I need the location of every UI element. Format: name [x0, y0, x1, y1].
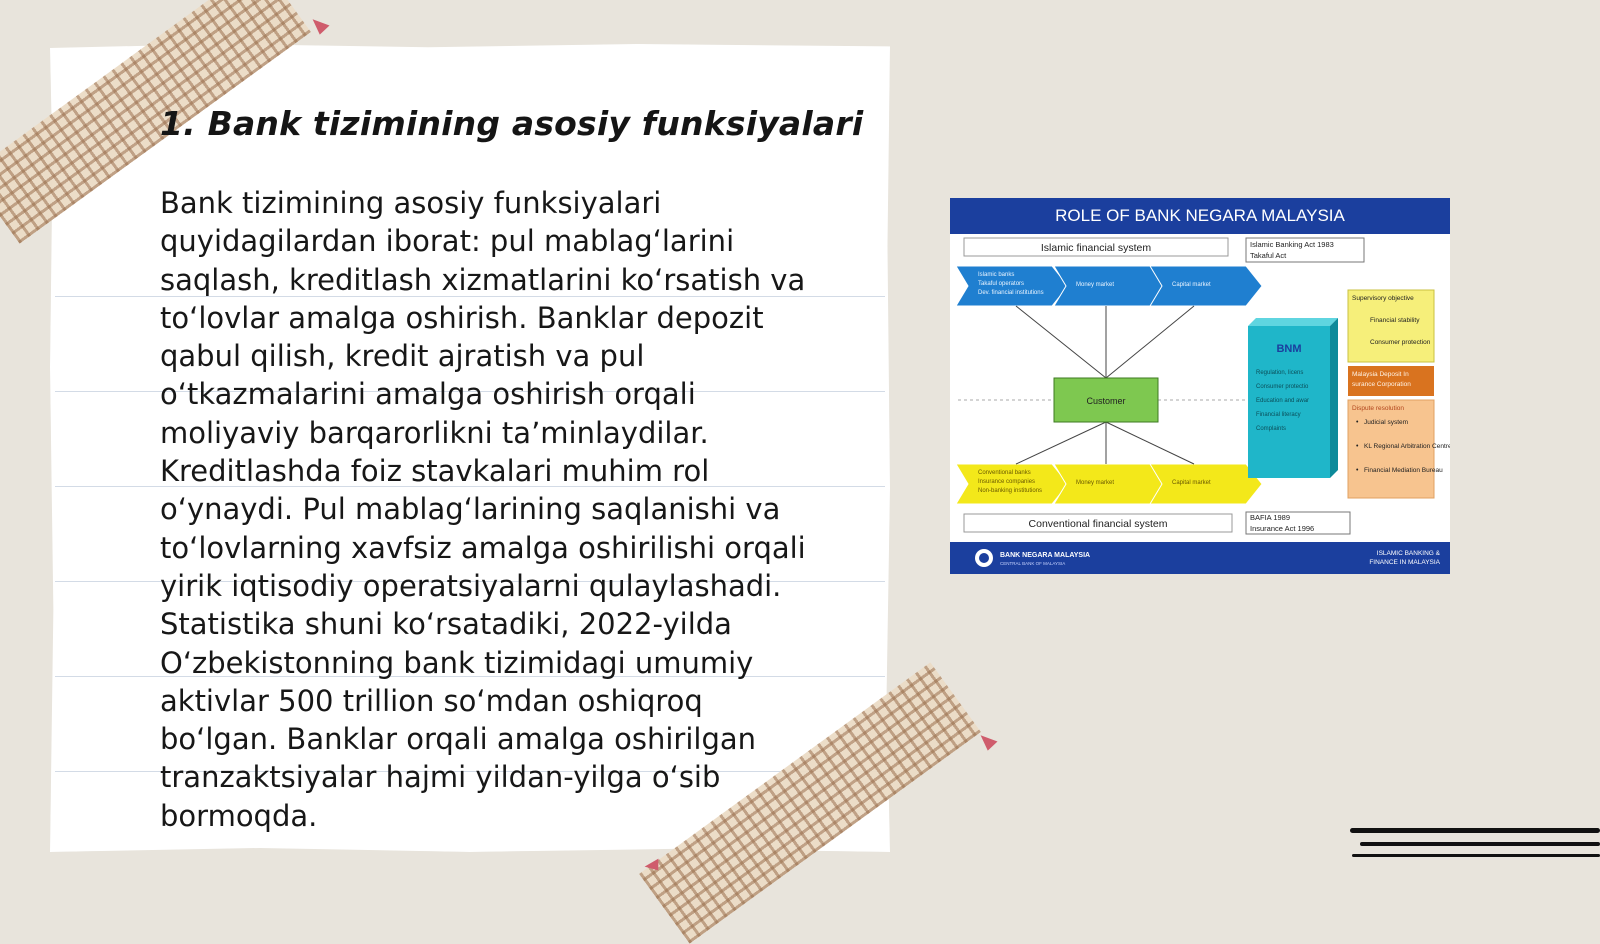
body-line: O‘zbekistonning bank tizimidagi umumiy — [160, 645, 754, 680]
dispute-title: Dispute resolution — [1352, 405, 1405, 412]
footer-right: ISLAMIC BANKING & — [1376, 550, 1440, 557]
islamic-act-1: Islamic Banking Act 1983 — [1250, 240, 1334, 249]
body-line: to‘lovlarning xavfsiz amalga oshirilishi orqali — [160, 530, 806, 565]
body-line: saqlash, kreditlash xizmatlarini ko‘rsatish va — [160, 262, 806, 297]
tape-corner-accent — [976, 735, 997, 752]
body-line: bormoqda. — [160, 798, 318, 833]
bnm-note: Regulation, licens — [1256, 370, 1304, 376]
bnm-box-top — [1248, 318, 1338, 326]
customer-label: Customer — [1086, 396, 1126, 406]
slide-body-text — [160, 184, 830, 835]
islamic-arrow-label: Capital market — [1172, 282, 1211, 288]
body-line: o‘ynaydi. Pul mablag‘larining saqlanishi va — [160, 492, 781, 527]
bnm-box-side — [1330, 318, 1338, 478]
dispute-bullet: • — [1356, 419, 1359, 426]
body-line: Kreditlashda foiz stavkalari muhim rol — [160, 454, 710, 489]
connector-line — [1016, 306, 1106, 378]
body-line: aktivlar 500 trillion so‘mdan oshiqroq — [160, 683, 703, 718]
pidm-label: surance Corporation — [1352, 381, 1411, 388]
tape-corner-accent — [308, 19, 329, 36]
islamic-label: Islamic financial system — [1040, 242, 1152, 254]
conventional-act-2: Insurance Act 1996 — [1250, 524, 1315, 533]
bnm-role-diagram — [950, 198, 1450, 574]
body-line: moliyaviy barqarorlikni ta’minlaydilar. — [160, 415, 709, 450]
islamic-act-2: Takaful Act — [1250, 251, 1287, 260]
islamic-arrow-label: Islamic banks — [978, 272, 1015, 278]
bnm-note: Complaints — [1256, 426, 1287, 432]
body-line: qabul qilish, kredit ajratish va pul — [160, 339, 645, 374]
footer-right: FINANCE IN MALAYSIA — [1369, 559, 1440, 566]
body-line: Bank tizimining asosiy funksiyalari — [160, 186, 662, 220]
conventional-label: Conventional financial system — [1028, 518, 1168, 530]
connector-line — [1106, 306, 1194, 378]
body-line: o‘tkazmalarini amalga oshirish orqali — [160, 377, 696, 412]
dispute-bullet: • — [1356, 443, 1359, 450]
conventional-arrow-label: Money market — [1076, 480, 1115, 486]
islamic-arrow-label: Dev. financial institutions — [978, 290, 1044, 296]
connector-line — [1016, 422, 1106, 464]
dispute-bullet: • — [1356, 467, 1359, 474]
bnm-note: Consumer protectio — [1256, 384, 1309, 390]
footer-left: BANK NEGARA MALAYSIA — [1000, 552, 1091, 559]
diagram-canvas — [950, 198, 1450, 574]
body-line: yirik iqtisodiy operatsiyalarni qulaylashadi. — [160, 568, 782, 603]
decorative-strokes — [1350, 828, 1600, 878]
body-line: to‘lovlar amalga oshirish. Banklar depozit — [160, 300, 764, 335]
body-line: quyidagilardan iborat: pul mablag‘larini — [160, 224, 735, 259]
conventional-arrow-label: Conventional banks — [978, 470, 1031, 476]
conventional-arrow-label: Insurance companies — [978, 479, 1036, 485]
supervisory-title: Supervisory objective — [1352, 295, 1414, 302]
bnm-note: Education and awar — [1256, 398, 1310, 404]
diagram-title: ROLE OF BANK NEGARA MALAYSIA — [1055, 206, 1345, 225]
islamic-arrow-label: Takaful operators — [978, 281, 1025, 287]
bnm-note: Financial literacy — [1256, 412, 1301, 418]
connector-line — [1106, 422, 1194, 464]
bnm-label: BNM — [1276, 343, 1302, 355]
footer-left-sub: CENTRAL BANK OF MALAYSIA — [1000, 561, 1066, 566]
conventional-arrow-label: Capital market — [1172, 480, 1211, 486]
conventional-arrow-label: Non-banking institutions — [978, 488, 1043, 494]
dispute-item: Financial Mediation Bureau — [1364, 467, 1443, 474]
body-line: Statistika shuni ko‘rsatadiki, 2022-yilda — [160, 607, 732, 642]
supervisory-item: Consumer protection — [1370, 339, 1431, 346]
bnm-logo-icon-inner — [979, 553, 989, 563]
supervisory-item: Financial stability — [1370, 317, 1420, 324]
body-line: bo‘lgan. Banklar orqali amalga oshirilgan — [160, 722, 757, 757]
dispute-item: Judicial system — [1364, 419, 1409, 426]
body-line: tranzaktsiyalar hajmi yildan-yilga o‘sib — [160, 760, 721, 795]
dispute-item: KL Regional Arbitration Centre — [1364, 443, 1450, 450]
pidm-label: Malaysia Deposit In — [1352, 371, 1409, 378]
islamic-arrow-label: Money market — [1076, 282, 1115, 288]
conventional-act-1: BAFIA 1989 — [1250, 513, 1291, 522]
slide-title: 1. Bank tizimining asosiy funksiyalari — [160, 104, 864, 143]
